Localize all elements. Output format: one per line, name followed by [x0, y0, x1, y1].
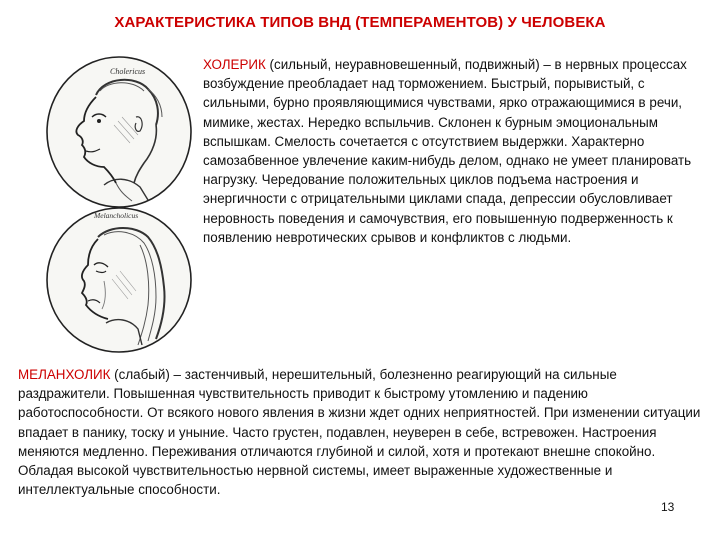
choleric-portrait	[44, 55, 194, 210]
choleric-type-name: ХОЛЕРИК	[203, 57, 266, 72]
choleric-portrait-icon	[44, 55, 194, 210]
portraits-column	[44, 55, 194, 355]
choleric-caption: Cholericus	[110, 67, 146, 76]
melancholic-portrait-icon	[44, 205, 194, 355]
choleric-description-text: (сильный, неуравновешенный, подвижный) – в нервных процессах возбуждение преобладает над торможением. Быстрый, порывистый, с сильными, бурно проявляющимися чувствами, ярко отражающимися в речи, мимике, жестах. Нередко вспыльчив. Склонен к бурным эмоциональным вспышкам. Смелость сочетается с отсутствием выдержки. Характерно самозабвенное увлечение каким-нибудь делом, однако не умеет планировать нагрузку. Чередование положительных циклов подъема настроения и энергичности с отрицательными циклами спада, депрессии обусловливает неровность поведения и самочувствия, его повышенную подверженность к появлению невротических срывов и конфликтов с людьми.	[203, 57, 692, 245]
melancholic-type-name: МЕЛАНХОЛИК	[18, 367, 111, 382]
page-number: 13	[661, 500, 675, 514]
choleric-description	[203, 55, 713, 247]
melancholic-portrait	[44, 205, 194, 355]
melancholic-caption: Melancholicus	[94, 211, 139, 220]
melancholic-description	[18, 365, 708, 499]
slide-title: ХАРАКТЕРИСТИКА ТИПОВ ВНД (ТЕМПЕРАМЕНТОВ) У ЧЕЛОВЕКА	[114, 14, 606, 31]
melancholic-description-text: (слабый) – застенчивый, нерешительный, болезненно реагирующий на сильные раздражители. Повышенная чувствительность приводит к быстрому утомлению и падению работоспособности. От всякого нового явления в жизни ждет одних неприятностей. При изменении ситуации впадает в панику, тоску и уныние. Часто грустен, подавлен, неуверен в себе, встревожен. Настроения меняются медленно. Переживания отличаются глубиной и силой, хотя и протекают внешне спокойно. Обладая высокой чувствительностью нервной системы, имеет выраженные художественные и интеллектуальные способности.	[18, 367, 701, 498]
